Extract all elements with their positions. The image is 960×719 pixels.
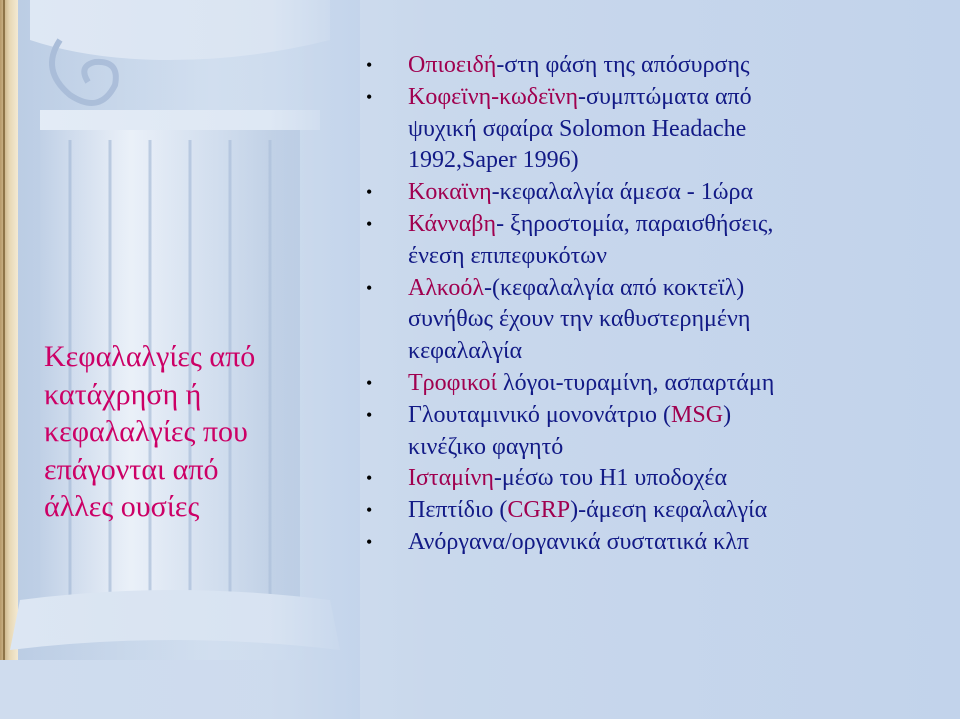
item-continuation: ένεση επιπεφυκότων [408,242,607,269]
highlighted-term: Οπιοειδή [408,52,497,78]
list-item [366,495,938,527]
highlighted-term: Αλκοόλ [408,274,484,301]
item-text: Πεπτίδιο ( [408,497,508,524]
list-item [366,527,938,559]
item-text: - ξηροστομία, παραισθήσεις, [496,210,774,237]
bullet-icon: • [366,277,373,298]
list-item [366,463,938,495]
bullet-icon: • [366,531,373,552]
item-text: -(κεφαλαλγία από κοκτεϊλ) [483,274,745,301]
bullet-icon: • [366,500,373,521]
bullet-icon: • [366,213,373,234]
bullet-icon: • [366,404,373,425]
item-text: -συμπτώματα από [578,83,752,110]
list-item [366,209,938,273]
item-continuation: κινέζικο φαγητό [408,433,564,460]
item-text: )-άμεση κεφαλαλγία [570,497,768,524]
highlighted-term: CGRP [507,497,571,524]
bullet-icon: • [366,182,373,203]
item-text: -στη φάση της απόσυρσης [496,52,750,78]
list-item [366,177,938,209]
highlighted-term: Κοφεϊνη-κωδεϊνη [408,83,579,110]
item-text: Γλουταμινικό μονονάτριο ( [408,401,672,428]
highlighted-term: Τροφικοί [408,369,497,396]
bullet-icon: • [366,86,373,107]
item-text: -κεφαλαλγία άμεσα - 1ώρα [491,179,754,206]
highlighted-term: Κοκαϊνη [408,179,492,206]
item-continuation: κεφαλαλγία [408,338,523,365]
highlighted-term: MSG [671,401,724,428]
item-text: ) [723,401,732,428]
bullet-icon: • [366,55,373,75]
list-item [366,273,938,368]
highlighted-term: Κάνναβη [408,210,497,237]
item-text: λόγοι-τυραμίνη, ασπαρτάμη [496,369,775,396]
item-continuation: 1992,Saper 1996) [408,147,579,174]
slide-title: Κεφαλαλγίες από κατάχρηση ή κεφαλαλγίες που επάγονται από άλλες ουσίες [44,340,256,523]
list-item [366,50,938,82]
list-item [366,82,938,177]
item-text: -μέσω του Η1 υποδοχέα [493,465,728,492]
item-text: Ανόργανα/οργανικά συστατικά κλπ [408,528,749,555]
highlighted-term: Ισταμίνη [408,465,494,492]
bullet-icon: • [366,468,373,489]
item-continuation: συνήθως έχουν την καθυστερημένη [408,306,751,333]
list-item [366,368,938,400]
bullet-icon: • [366,372,373,393]
bullet-list [366,50,938,559]
list-item [366,400,938,464]
item-continuation: ψυχική σφαίρα Solomon Headache [408,115,747,142]
